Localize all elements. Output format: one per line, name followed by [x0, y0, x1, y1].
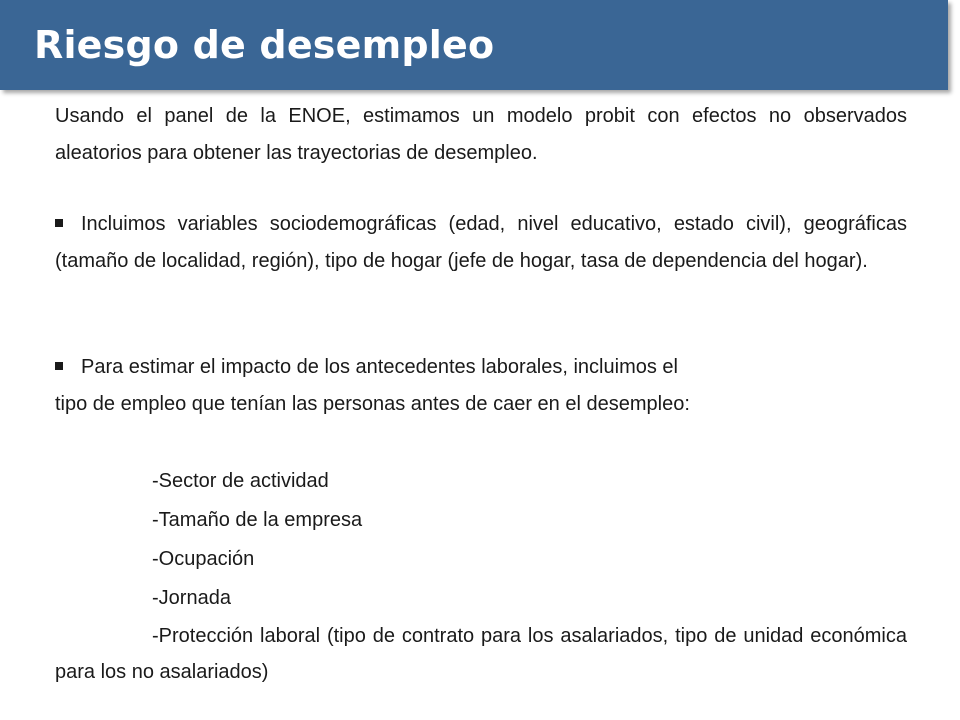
list-item: -Protección laboral (tipo de contrato para los asalariados, tipo de unidad económica para los no asalariados) [55, 625, 907, 683]
intro-paragraph: Usando el panel de la ENOE, estimamos un modelo probit con efectos no observados aleatorios para obtener las trayectorias de desempleo. [55, 105, 907, 164]
bullet-item-variables [55, 206, 907, 279]
list-item: -Jornada [152, 587, 231, 609]
list-item: -Ocupación [152, 548, 255, 570]
bullet-text: Incluimos variables sociodemográficas (edad, nivel educativo, estado civil), geográficas (tamaño de localidad, región), tipo de hogar (jefe de hogar, tasa de dependencia del hogar). [55, 213, 907, 272]
square-bullet-icon [55, 362, 63, 370]
square-bullet-icon [55, 219, 63, 227]
employment-type-list [55, 462, 907, 690]
list-item: -Tamaño de la empresa [152, 509, 363, 531]
bullet-text: Para estimar el impacto de los antecedentes laborales, incluimos el [81, 356, 678, 378]
bullet-continuation-text: tipo de empleo que tenían las personas antes de caer en el desempleo: [55, 393, 690, 415]
title-bar [0, 0, 948, 90]
bullet-item-antecedentes [55, 349, 907, 386]
slide-title: Riesgo de desempleo [34, 23, 495, 67]
list-item: -Sector de actividad [152, 470, 329, 492]
